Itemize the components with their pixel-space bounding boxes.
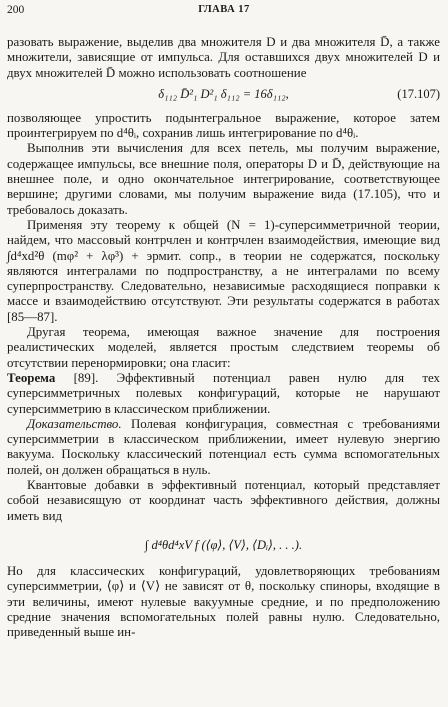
- paragraph-3: Выполнив эти вычисления для всех петель, мы получим выражение, содержащее импульсы, все внешние поля, операторы D и D̄, действующие на внешнее поле, и одно окончательное интегрирование, соответствующее вершине; другими словами, мы получим выражение вида (17.105), что и требовалось доказать.: [7, 141, 440, 217]
- paragraph-2: позволяющее упростить подынтегральное выражение, которое затем проинтегрируем по d⁴θᵢ, сохранив лишь интегрирование по d⁴θᵢ.: [7, 110, 440, 141]
- theorem-paragraph: [7, 371, 440, 417]
- page-number: 200: [7, 4, 25, 16]
- paragraph-5: Другая теорема, имеющая важное значение для построения реалистических моделей, является простым следствием теоремы об отсутствии перенормировки; она гласит:: [7, 325, 440, 370]
- theorem-label: Теорема: [7, 370, 56, 385]
- paragraph-4: Применяя эту теорему к общей (N = 1)-суперсимметричной теории, найдем, что массовый контрчлен и контрчлен взаимодействия, имеющие вид ∫d⁴xd²θ (mφ² + λφ³) + эрмит. сопр., в теории не содержатся, поскольку являются интегралами по подпространству, а не интегралами по всему суперпространству. Следовательно, независимые расходящиеся поправки к массе и взаимодействию отсутствуют. Эти результаты содержатся в работах [85—87].: [7, 217, 440, 324]
- theorem-text: [89]. Эффективный потенциал равен нулю для тех суперсимметричных полевых конфигураций, которые не нарушают суперсимметрию в классическом приближении.: [7, 370, 440, 416]
- equation-expression: δ₁₁₂ D̄²₁ D²₁ δ₁₁₂ = 16δ₁₁₂,: [158, 86, 289, 101]
- equation-17-107: [7, 83, 440, 109]
- paragraph-8: Квантовые добавки в эффективный потенциал, который представляет собой независящую от координат часть эффективного действия, должны иметь вид: [7, 478, 440, 523]
- paragraph-9: Но для классических конфигураций, удовлетворяющих требованиям суперсимметрии, ⟨φ⟩ и ⟨V⟩ не зависят от θ, поскольку спиноры, входящие в эти величины, имеют нулевые вакуумные средние, и по предположению средние значения вспомогательных полей равны нулю. Следовательно, приведенный выше ин-: [7, 563, 440, 640]
- equation-integral: [7, 528, 440, 562]
- proof-label: Доказательство.: [27, 416, 122, 431]
- proof-text: Полевая конфигурация, совместная с требованиями суперсимметрии в классическом приближении, имеет нулевую энергию вакуума. Поскольку классический потенциал есть сумма вспомогательных полей, он должен обращаться в нуль.: [7, 416, 440, 477]
- chapter-title: ГЛАВА 17: [198, 4, 250, 15]
- proof-paragraph: [7, 417, 440, 478]
- paragraph-1: разовать выражение, выделив два множителя D и два множителя D̄, а также множители, зависящие от импульса. Для оставшихся двух множителей D и двух множителей D̄ можно использовать соотношение: [7, 35, 440, 80]
- page-header: [7, 4, 441, 20]
- page-body: [7, 35, 440, 640]
- equation-number: (17.107): [397, 86, 440, 101]
- integral-expression: ∫ d⁴θd⁴xV f (⟨φ⟩, ⟨V⟩, ⟨Dᵢ⟩, . . .).: [144, 537, 303, 552]
